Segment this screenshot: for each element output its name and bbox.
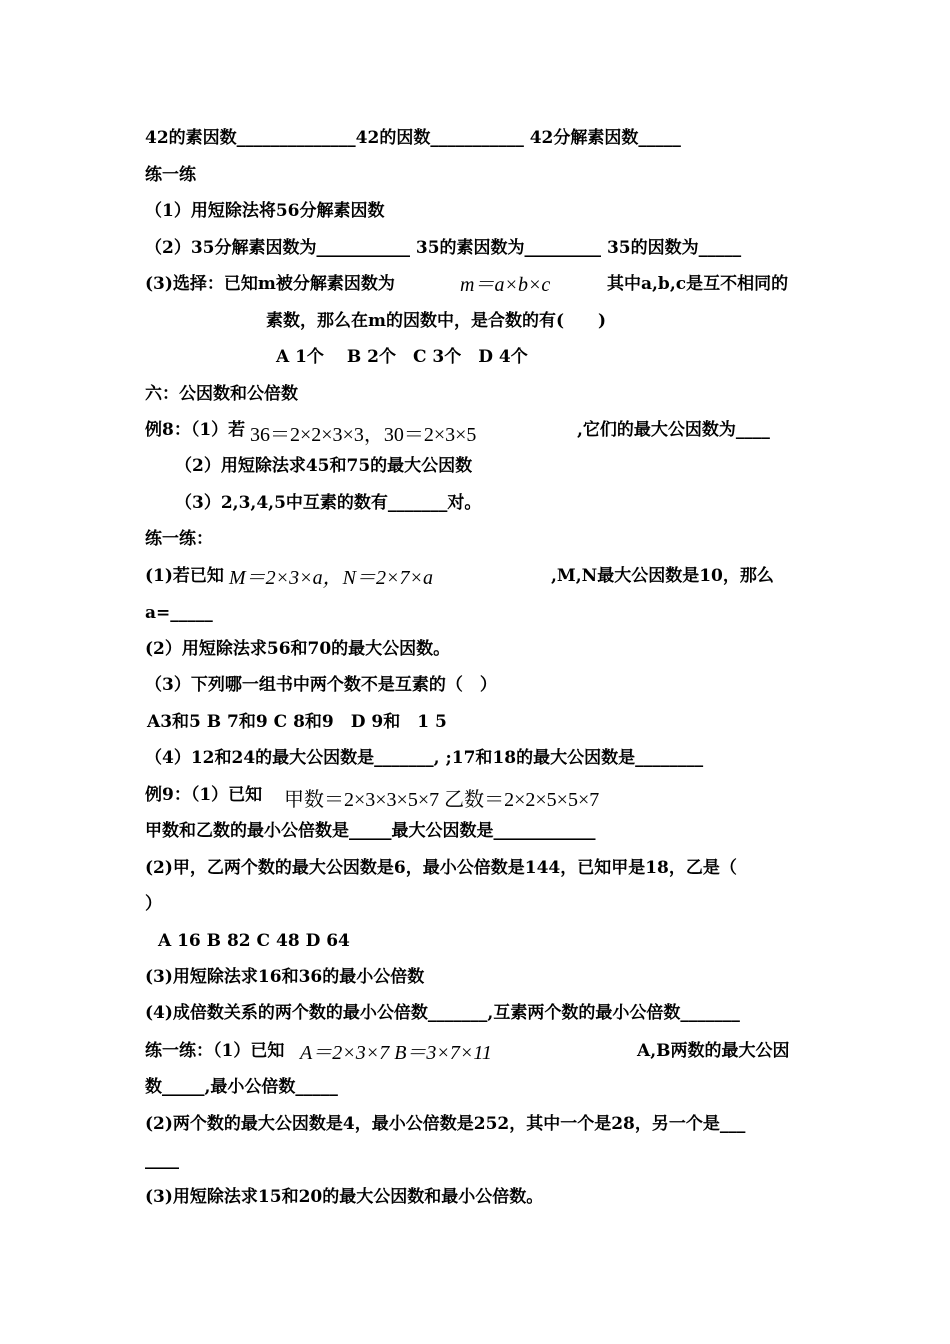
practice-3-item-1-prefix: 练一练：（1）已知 <box>145 1041 285 1061</box>
practice-3-item-1-answer: 数_____,最小公倍数_____ <box>145 1077 338 1097</box>
example-9-item-2: (2)甲，乙两个数的最大公因数是6，最小公倍数是144，已知甲是18，乙是（ <box>145 858 737 878</box>
practice-2-item-1-suffix: ,M,N最大公因数是10，那么 <box>551 566 774 586</box>
formula-36-30: 36＝2×2×3×3，30＝2×3×5 <box>250 424 477 446</box>
example-9-item-1-question: 甲数和乙数的最小公倍数是_____最大公因数是____________ <box>145 821 596 841</box>
formula-m-n: M＝2×3×a，N＝2×7×a <box>229 567 433 589</box>
section-6-title: 六：公因数和公倍数 <box>145 384 298 404</box>
formula-jia-yi: 甲数＝2×3×3×5×7 乙数＝2×2×5×5×7 <box>284 789 600 811</box>
practice-2-item-3: （3）下列哪一组书中两个数不是互素的（ ） <box>145 675 497 695</box>
example-8-item-3: （3）2,3,4,5中互素的数有_______对。 <box>175 493 482 513</box>
practice-2-item-1-prefix: (1)若已知 <box>145 566 224 586</box>
example-8-prefix: 例8：（1）若 <box>145 420 246 440</box>
line-42-factors: 42的素因数______________42的因数___________ 42分解素因数_____ <box>145 128 681 148</box>
practice-2-item-3-options: A3和5 B 7和9 C 8和9 D 9和 1 5 <box>147 712 447 732</box>
practice-3-item-1-suffix: A,B两数的最大公因 <box>637 1041 790 1061</box>
practice-1-item-3-prefix: (3)选择：已知m被分解素因数为 <box>145 274 395 294</box>
practice-3-item-2: (2)两个数的最大公因数是4，最小公倍数是252，其中一个是28，另一个是___ <box>145 1114 746 1134</box>
formula-m: m＝a×b×c <box>460 274 551 296</box>
example-9-prefix: 例9：（1）已知 <box>145 785 263 805</box>
example-9-item-2-options: A 16 B 82 C 48 D 64 <box>158 931 350 951</box>
practice-2-item-4: （4）12和24的最大公因数是_______, ;17和18的最大公因数是________ <box>145 748 704 768</box>
practice-2-item-2: (2）用短除法求56和70的最大公因数。 <box>145 639 451 659</box>
practice-2-item-1-answer: a=_____ <box>145 603 213 623</box>
example-8-item-2: （2）用短除法求45和75的最大公因数 <box>175 456 473 476</box>
practice-heading-2: 练一练： <box>145 529 213 549</box>
practice-1-item-3-question: 素数，那么在m的因数中，是合数的有( ) <box>266 311 607 331</box>
example-9-item-4: (4)成倍数关系的两个数的最小公倍数_______,互素两个数的最小公倍数_______ <box>145 1003 740 1023</box>
practice-1-item-2: （2）35分解素因数为___________ 35的素因数为_________ 35的因数为_____ <box>145 238 742 258</box>
example-9-item-2-close: ） <box>145 894 162 914</box>
example-8-suffix: ,它们的最大公因数为____ <box>577 420 770 440</box>
practice-1-item-3-suffix: 其中a,b,c是互不相同的 <box>607 274 789 294</box>
practice-heading-1: 练一练 <box>145 165 196 185</box>
formula-a-b: A＝2×3×7 B＝3×7×11 <box>300 1042 492 1064</box>
practice-1-item-1: （1）用短除法将56分解素因数 <box>145 201 385 221</box>
example-9-item-3: (3)用短除法求16和36的最小公倍数 <box>145 967 425 987</box>
practice-3-item-3: (3)用短除法求15和20的最大公因数和最小公倍数。 <box>145 1187 544 1207</box>
practice-1-item-3-options: A 1个 B 2个 C 3个 D 4个 <box>276 347 528 367</box>
practice-3-item-2-blank: ____ <box>145 1150 179 1170</box>
